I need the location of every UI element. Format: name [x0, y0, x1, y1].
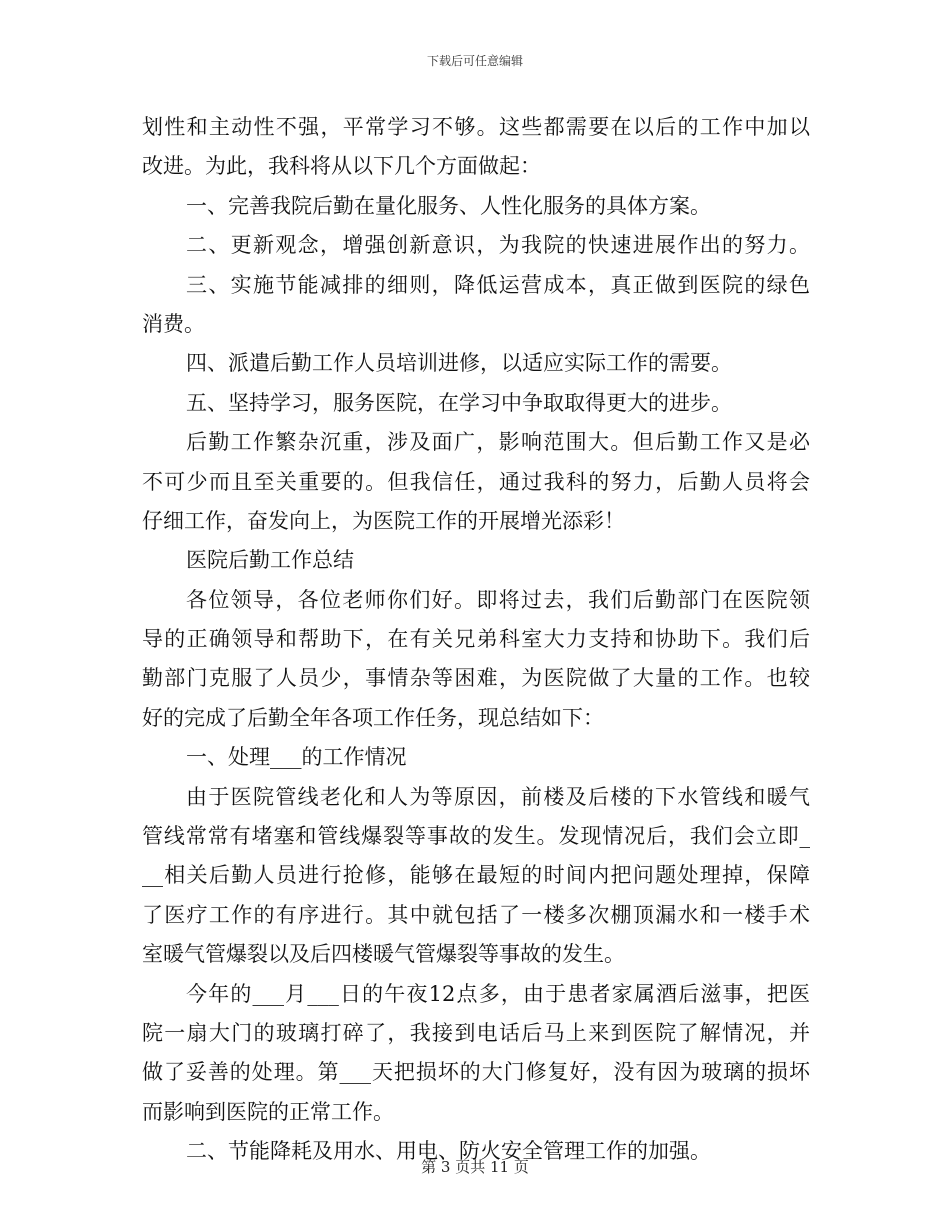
text-line: 划性和主动性不强，平常学习不够。这些都需要在以后的工作中加以: [142, 115, 810, 139]
text-line: 仔细工作，奋发向上，为医院工作的开展增光添彩！: [142, 508, 625, 533]
text-line: 今年的___月___日的午夜12点多，由于患者家属酒后滋事，把医: [186, 981, 810, 1006]
text-line: 一、处理___的工作情况: [186, 745, 407, 770]
text-line: 一、完善我院后勤在量化服务、人性化服务的具体方案。: [186, 193, 711, 218]
text-line: 医院后勤工作总结: [186, 548, 354, 573]
text-line: 导的正确领导和帮助下，在有关兄弟科室大力支持和协助下。我们后: [142, 627, 810, 652]
text-line: 由于医院管线老化和人为等原因，前楼及后楼的下水管线和暖气: [186, 784, 810, 809]
text-line: 二、更新观念，增强创新意识，为我院的快速进展作出的努力。: [186, 233, 810, 258]
text-line: 做了妥善的处理。第___天把损坏的大门修复好，没有因为玻璃的损坏: [142, 1060, 810, 1085]
text-line: 二、节能降耗及用水、用电、防火安全管理工作的加强。: [186, 1139, 711, 1164]
text-line: 室暖气管爆裂以及后四楼暖气管爆裂等事故的发生。: [142, 942, 625, 967]
text-line: 各位领导，各位老师你们好。即将过去，我们后勤部门在医院领: [186, 587, 810, 612]
text-line: __相关后勤人员进行抢修，能够在最短的时间内把问题处理掉，保障: [142, 863, 810, 888]
document-body: [142, 108, 810, 1172]
text-line: 院一扇大门的玻璃打碎了，我接到电话后马上来到医院了解情况，并: [142, 1020, 810, 1045]
text-line: 消费。: [142, 311, 205, 336]
page-header: 下载后可任意编辑: [426, 54, 523, 68]
text-line: 后勤工作繁杂沉重，涉及面广，影响范围大。但后勤工作又是必: [186, 430, 810, 455]
text-line: 四、派遣后勤工作人员培训进修，以适应实际工作的需要。: [186, 351, 732, 376]
text-line: 管线常常有堵塞和管线爆裂等事故的发生。发现情况后，我们会立即_: [142, 824, 810, 849]
text-line: 而影响到医院的正常工作。: [142, 1099, 394, 1124]
page-footer: 第 3 页共 11 页: [421, 1158, 529, 1176]
text-line: 了医疗工作的有序进行。其中就包括了一楼多次棚顶漏水和一楼手术: [142, 902, 810, 927]
text-line: 不可少而且至关重要的。但我信任，通过我科的努力，后勤人员将会: [142, 469, 810, 494]
text-line: 好的完成了后勤全年各项工作任务，现总结如下：: [142, 705, 604, 730]
text-line: 五、坚持学习，服务医院，在学习中争取取得更大的进步。: [186, 390, 732, 415]
text-line: 改进。为此，我科将从以下几个方面做起：: [142, 154, 541, 179]
text-line: 三、实施节能减排的细则，降低运营成本，真正做到医院的绿色: [186, 272, 810, 297]
text-line: 勤部门克服了人员少，事情杂等困难，为医院做了大量的工作。也较: [142, 666, 810, 691]
